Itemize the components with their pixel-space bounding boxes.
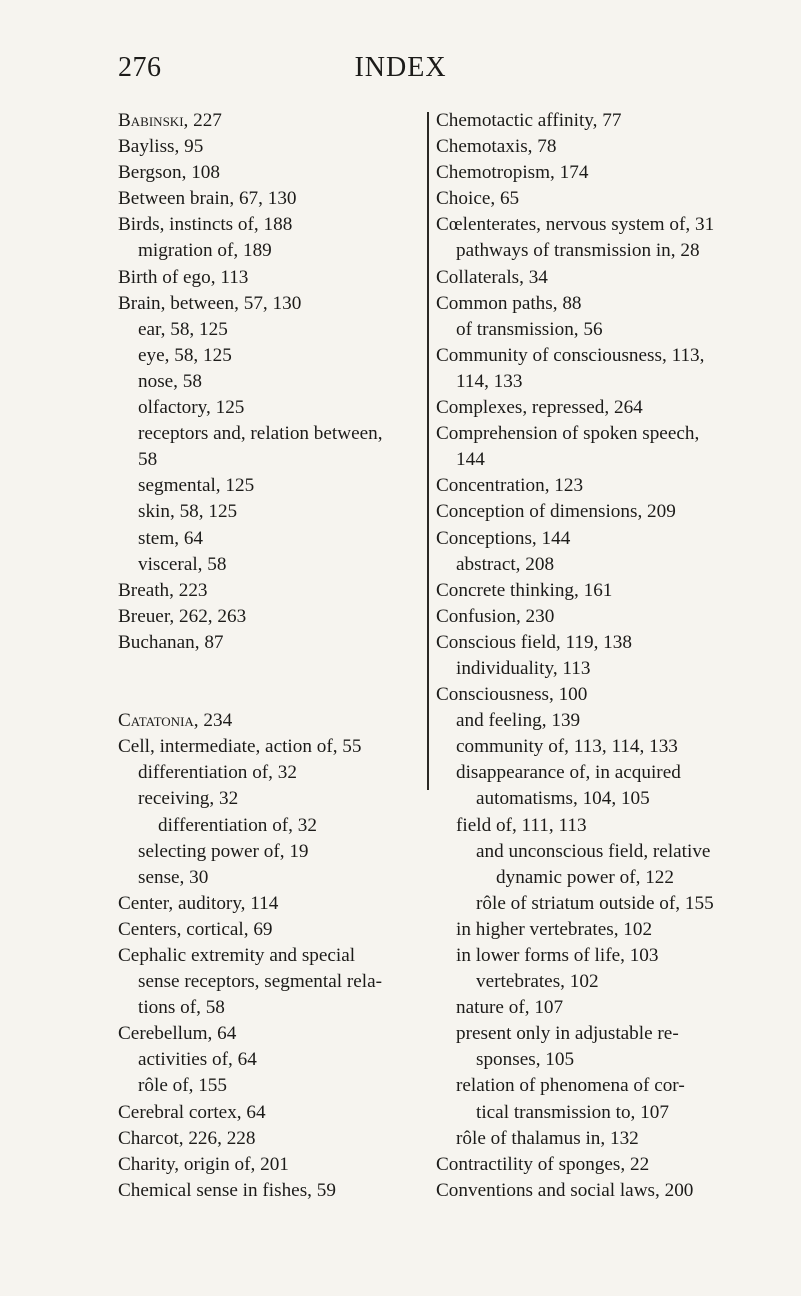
index-subsubentry: and unconscious field, relative — [476, 840, 711, 862]
index-entry: Buchanan, 87 — [118, 631, 224, 653]
index-subentry: relation of phenomena of cor- — [456, 1075, 685, 1097]
index-entry: Chemical sense in fishes, 59 — [118, 1179, 336, 1201]
index-subentry: nose, 58 — [138, 370, 202, 392]
index-entry: Babinski, 227 — [118, 110, 222, 131]
index-subentry-continuation: tical transmission to, 107 — [476, 1101, 669, 1123]
index-subentry: field of, 111, 113 — [456, 814, 587, 836]
index-entry: Chemotactic affinity, 77 — [436, 110, 622, 131]
index-subentry: segmental, 125 — [138, 475, 255, 497]
index-entry: Concrete thinking, 161 — [436, 579, 613, 601]
index-entry: Cerebellum, 64 — [118, 1023, 237, 1045]
index-subentry-continuation: automatisms, 104, 105 — [476, 788, 650, 810]
index-entry: Cœlenterates, nervous system of, 31 — [436, 214, 715, 236]
index-subentry: eye, 58, 125 — [138, 344, 232, 366]
index-entry-continuation: tions of, 58 — [138, 997, 225, 1019]
index-entry: Birds, instincts of, 188 — [118, 214, 293, 236]
index-subentry: stem, 64 — [138, 527, 204, 549]
left-column — [118, 108, 428, 1204]
index-entry: Cephalic extremity and special — [118, 945, 356, 966]
index-entry: Community of consciousness, 113, — [436, 344, 705, 366]
index-entry: Conception of dimensions, 209 — [436, 501, 676, 523]
index-entry: Conventions and social laws, 200 — [436, 1179, 694, 1201]
index-entry: Birth of ego, 113 — [118, 266, 249, 288]
index-entry: Common paths, 88 — [436, 292, 582, 314]
running-head: INDEX — [354, 52, 447, 83]
index-entry: Breuer, 262, 263 — [118, 605, 247, 627]
index-entry: Conscious field, 119, 138 — [436, 631, 632, 653]
index-subentry: disappearance of, in acquired — [456, 762, 681, 784]
index-entry: Catatonia, 234 — [118, 710, 233, 732]
index-subentry: and feeling, 139 — [456, 710, 581, 732]
index-entry: Complexes, repressed, 264 — [436, 397, 643, 419]
index-subentry: present only in adjustable re- — [456, 1023, 679, 1045]
index-entry-continuation: sense receptors, segmental rela- — [138, 971, 382, 993]
index-subentry: nature of, 107 — [456, 997, 564, 1019]
index-subentry: visceral, 58 — [138, 553, 227, 575]
index-entry: Center, auditory, 114 — [118, 892, 279, 914]
index-subentry: activities of, 64 — [138, 1049, 257, 1071]
index-entry: Concentration, 123 — [436, 475, 584, 497]
index-entry: Between brain, 67, 130 — [118, 188, 297, 210]
index-subentry: community of, 113, 114, 133 — [456, 736, 678, 758]
index-subentry: receiving, 32 — [138, 788, 239, 810]
index-subentry-continuation: 58 — [138, 449, 158, 471]
index-entry: Breath, 223 — [118, 579, 208, 601]
index-entry: Centers, cortical, 69 — [118, 918, 273, 940]
index-subentry: ear, 58, 125 — [138, 318, 228, 340]
index-entry: Bergson, 108 — [118, 162, 220, 184]
index-entry-continuation: 114, 133 — [456, 370, 523, 392]
page-number: 276 — [118, 52, 162, 83]
section-gap — [118, 656, 428, 682]
index-subentry: individuality, 113 — [456, 657, 591, 679]
index-subentry: in lower forms of life, 103 — [456, 945, 659, 966]
index-entry: Cell, intermediate, action of, 55 — [118, 736, 362, 758]
index-subentry: in higher vertebrates, 102 — [456, 918, 653, 940]
index-subentry: skin, 58, 125 — [138, 501, 238, 523]
index-entry-continuation: 144 — [456, 449, 485, 471]
index-entry: Brain, between, 57, 130 — [118, 292, 302, 314]
index-subsubentry: differentiation of, 32 — [158, 814, 317, 836]
index-subentry: migration of, 189 — [138, 240, 272, 262]
index-entry: Choice, 65 — [436, 188, 520, 210]
index-subentry: rôle of thalamus in, 132 — [456, 1127, 639, 1149]
index-entry: Cerebral cortex, 64 — [118, 1101, 266, 1123]
index-entry: Charity, origin of, 201 — [118, 1153, 289, 1175]
index-subsubentry: vertebrates, 102 — [476, 971, 599, 993]
index-subsubentry-continuation: dynamic power of, 122 — [496, 866, 674, 888]
index-entry: Contractility of sponges, 22 — [436, 1153, 650, 1175]
index-subentry: differentiation of, 32 — [138, 762, 297, 784]
index-subentry: olfactory, 125 — [138, 397, 245, 419]
index-entry: Chemotropism, 174 — [436, 162, 589, 184]
index-entry: Confusion, 230 — [436, 605, 555, 627]
index-subentry: of transmission, 56 — [456, 318, 603, 340]
index-subentry: selecting power of, 19 — [138, 840, 309, 862]
index-entry: Conceptions, 144 — [436, 527, 571, 549]
index-entry: Charcot, 226, 228 — [118, 1127, 256, 1149]
index-entry: Bayliss, 95 — [118, 136, 204, 158]
index-entry: Chemotaxis, 78 — [436, 136, 557, 158]
section-gap — [118, 682, 428, 708]
index-subentry: sense, 30 — [138, 866, 209, 888]
index-subentry: pathways of transmission in, 28 — [456, 240, 700, 262]
index-entry: Consciousness, 100 — [436, 684, 588, 706]
index-subentry: receptors and, relation between, — [138, 423, 383, 445]
index-subentry-continuation: sponses, 105 — [476, 1049, 575, 1071]
index-entry: Comprehension of spoken speech, — [436, 423, 700, 445]
index-entry: Collaterals, 34 — [436, 266, 548, 288]
index-subentry: rôle of, 155 — [138, 1075, 227, 1097]
index-subsubentry: rôle of striatum outside of, 155 — [476, 892, 714, 914]
right-column — [436, 108, 780, 1204]
index-subentry: abstract, 208 — [456, 553, 555, 575]
